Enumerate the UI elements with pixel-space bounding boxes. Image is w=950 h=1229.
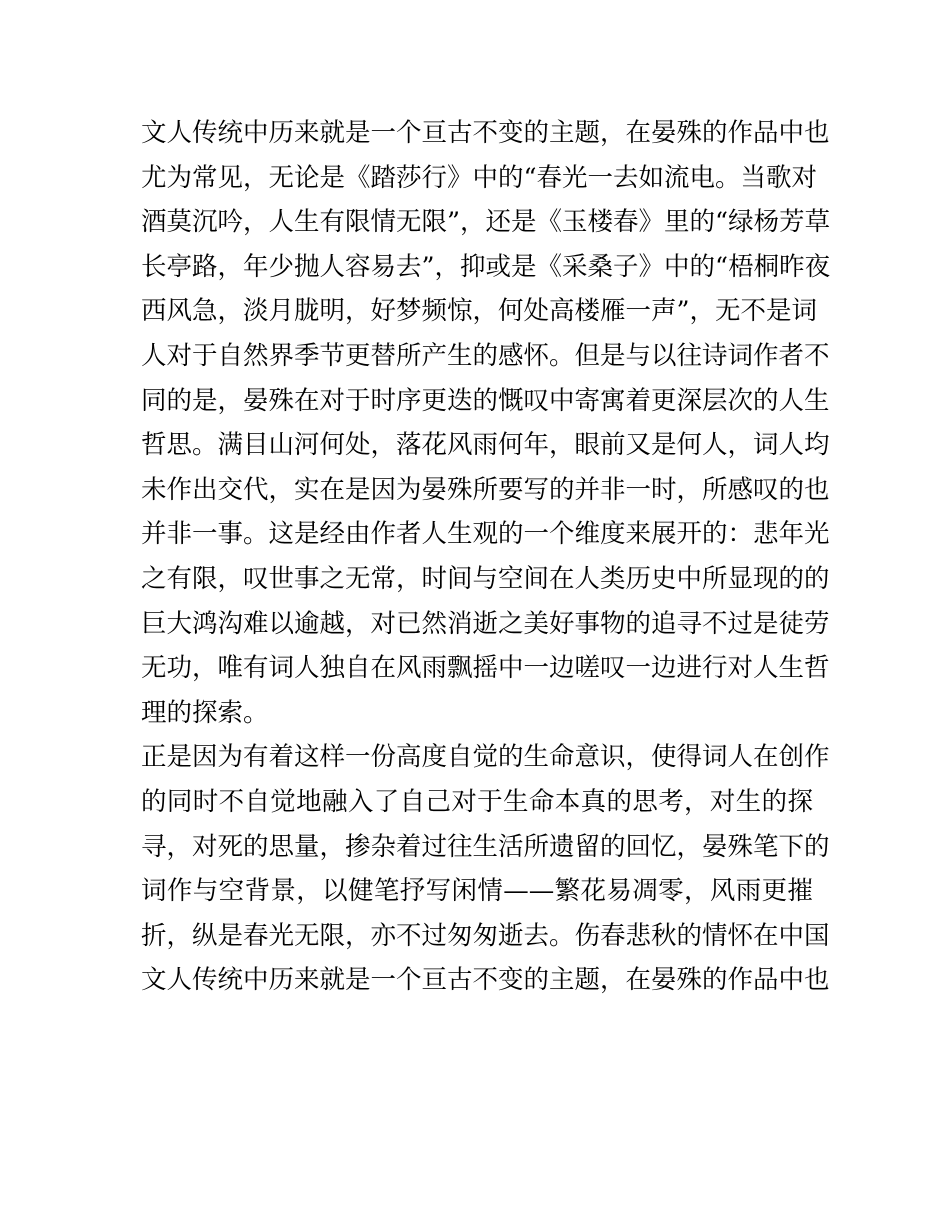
text-line: 人对于自然界季节更替所产生的感怀。但是与以往诗词作者不 (141, 340, 830, 371)
text-line: 哲思。满目山河何处，落花风雨何年，眼前又是何人，词人均 (141, 430, 830, 461)
text-line: 西风急，淡月胧明，好梦频惊，何处高楼雁一声”，无不是词 (141, 296, 818, 327)
text-line: 尤为常见，无论是《踏莎行》中的“春光一去如流电。当歌对 (141, 162, 818, 193)
text-line: 文人传统中历来就是一个亘古不变的主题，在晏殊的作品中也 (141, 965, 830, 996)
text-line: 的同时不自觉地融入了自己对于生命本真的思考，对生的探 (141, 786, 813, 817)
text-line: 折，纵是春光无限，亦不过匆匆逝去。伤春悲秋的情怀在中国 (141, 920, 830, 951)
text-line: 文人传统中历来就是一个亘古不变的主题，在晏殊的作品中也 (141, 118, 830, 148)
text-line: 正是因为有着这样一份高度自觉的生命意识，使得词人在创作 (141, 742, 830, 773)
text-line: 未作出交代，实在是因为晏殊所要写的并非一时，所感叹的也 (141, 474, 830, 505)
text-line: 并非一事。这是经由作者人生观的一个维度来展开的：悲年光 (141, 519, 830, 550)
text-line: 词作与空背景，以健笔抒写闲情——繁花易凋零，风雨更摧 (141, 876, 813, 907)
paragraph-2 (141, 735, 830, 1003)
text-line: 无功，唯有词人独自在风雨飘摇中一边嗟叹一边进行对人生哲 (141, 653, 830, 684)
text-line: 寻，对死的思量，掺杂着过往生活所遗留的回忆，晏殊笔下的 (141, 831, 830, 862)
body-text (141, 111, 831, 1003)
paragraph-1 (141, 111, 831, 735)
text-line: 巨大鸿沟难以逾越，对已然消逝之美好事物的追寻不过是徒劳 (141, 608, 830, 639)
text-line: 理的探索。 (141, 697, 269, 728)
text-line: 同的是，晏殊在对于时序更迭的慨叹中寄寓着更深层次的人生 (141, 385, 830, 416)
text-line: 之有限，叹世事之无常，时间与空间在人类历史中所显现的的 (141, 563, 830, 594)
text-line: 酒莫沉吟，人生有限情无限”，还是《玉楼春》里的“绿杨芳草 (141, 207, 831, 238)
text-line: 长亭路，年少抛人容易去”，抑或是《采桑子》中的“梧桐昨夜 (141, 251, 831, 282)
